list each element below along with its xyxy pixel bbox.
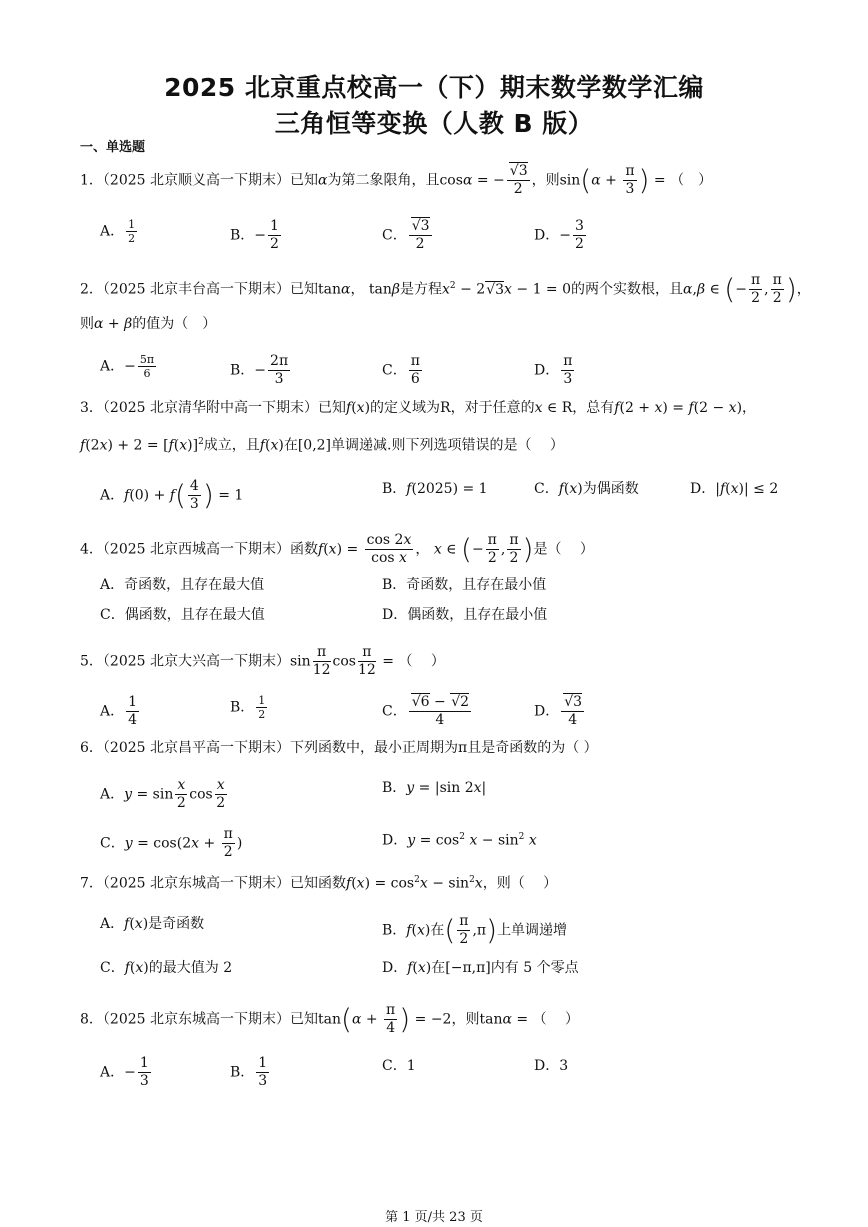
q3-option-d[interactable]: D．|f(x)| ≤ 2: [690, 481, 779, 497]
q2-option-b[interactable]: B．− $\frac{2\pi}{3}$: [230, 353, 289, 387]
question-3-line2: $f(2x) + 2 = [f(x)]^2$成立，且f(x)在[0,2]单调递减.则下列选项错误的是（ ）: [80, 437, 564, 454]
question-6: 6．（2025 北京昌平高一下期末）下列函数中，最小正周期为π且是奇函数的为（ ）: [80, 740, 598, 756]
question-1: 1．（2025 北京顺义高一下期末）已知α为第二象限角，且cosα = − $\frac{√3}{2}$ ，则sin(α + $\frac{\pi}{3}$ ) = （ ）: [80, 163, 713, 197]
q4-option-b[interactable]: B．奇函数，且存在最小值: [382, 577, 547, 593]
q8-option-d[interactable]: D．3: [534, 1058, 569, 1074]
q5-option-d[interactable]: D． $\frac{√3}{4}$: [534, 694, 583, 728]
q2-option-a[interactable]: A．− $\frac{5\pi}{6}$: [100, 353, 155, 380]
question-2: 2．（2025 北京丰台高一下期末）已知tanα， tanβ是方程$x^2 - 2√3x - 1 = 0$的两个实数根，且α,β ∈ (− $\frac{\pi}{2}$ , $\frac{\pi}{2}$ )，: [80, 272, 811, 306]
q6-option-c[interactable]: C．y = cos(2x + $\frac{\pi}{2}$ ): [100, 826, 243, 860]
q3-option-a[interactable]: A．f(0) + f( $\frac{4}{3}$ ) = 1: [100, 478, 244, 512]
page-title: 2025 北京重点校高一（下）期末数学数学汇编: [164, 73, 704, 102]
q1-option-d[interactable]: D．− $\frac{3}{2}$: [534, 218, 584, 252]
q1-option-c[interactable]: C． $\frac{√3}{2}$: [382, 218, 430, 252]
q4-option-d[interactable]: D．偶函数，且存在最小值: [382, 607, 548, 623]
q1-option-a[interactable]: A． $\frac{1}{2}$: [100, 218, 136, 245]
q7-option-b[interactable]: B．f(x)在( $\frac{\pi}{2}$ ,π)上单调递增: [382, 913, 568, 947]
q8-option-a[interactable]: A．− $\frac{1}{3}$: [100, 1055, 149, 1089]
question-7: 7．（2025 北京东城高一下期末）已知函数$f(x) = \cos^2x - \sin^2x$，则（ ）: [80, 875, 558, 892]
q1-option-b[interactable]: B．− $\frac{1}{2}$: [230, 218, 279, 252]
q2-option-d[interactable]: D． $\frac{\pi}{3}$: [534, 353, 573, 387]
q6-option-b[interactable]: B．y = |sin 2x|: [382, 780, 487, 796]
q5-option-c[interactable]: C． $\frac{√6 - √2}{4}$: [382, 694, 470, 728]
q7-option-c[interactable]: C．f(x)的最大值为 2: [100, 960, 233, 976]
q8-option-c[interactable]: C．1: [382, 1058, 416, 1074]
q6-option-a[interactable]: A．y = sin $\frac{x}{2}$ cos $\frac{x}{2}$: [100, 777, 226, 811]
q5-option-b[interactable]: B． $\frac{1}{2}$: [230, 694, 266, 721]
q7-option-a[interactable]: A．f(x)是奇函数: [100, 916, 205, 932]
q7-option-d[interactable]: D．f(x)在[−π,π]内有 5 个零点: [382, 960, 579, 976]
q5-option-a[interactable]: A． $\frac{1}{4}$: [100, 694, 138, 728]
q3-option-c[interactable]: C．f(x)为偶函数: [534, 481, 639, 497]
question-4: 4．（2025 北京西城高一下期末）函数f(x) = $\frac{\cos 2x}{\text{cos x}}$ ， x ∈ (− $\frac{\pi}{2}$ , $\frac{\pi}{2}$ )是（ ）: [80, 532, 594, 566]
q4-option-a[interactable]: A．奇函数，且存在最大值: [100, 577, 265, 593]
q4-option-c[interactable]: C．偶函数，且存在最大值: [100, 607, 265, 623]
q3-option-b[interactable]: B．f(2025) = 1: [382, 481, 488, 497]
question-8: 8．（2025 北京东城高一下期末）已知tan(α + $\frac{\pi}{4}$ ) = −2，则tanα = （ ）: [80, 1002, 580, 1036]
q8-option-b[interactable]: B． $\frac{1}{3}$: [230, 1055, 268, 1089]
section-heading: 一、单选题: [80, 140, 146, 155]
q6-option-d[interactable]: D．$y = \cos^2 x - \sin^2 x$: [382, 832, 537, 849]
q2-option-c[interactable]: C． $\frac{\pi}{6}$: [382, 353, 420, 387]
question-2-line2: 则α + β的值为（ ）: [80, 316, 217, 332]
page-footer: 第 1 页/共 23 页: [385, 1210, 483, 1225]
page-subtitle: 三角恒等变换（人教 B 版）: [274, 109, 594, 138]
question-5: 5．（2025 北京大兴高一下期末）sin $\frac{\pi}{12}$ cos $\frac{\pi}{12}$ = （ ）: [80, 644, 445, 678]
question-3: 3．（2025 北京清华附中高一下期末）已知f(x)的定义域为R，对于任意的x ∈ R，总有f(2 + x) = f(2 − x)，: [80, 400, 757, 416]
